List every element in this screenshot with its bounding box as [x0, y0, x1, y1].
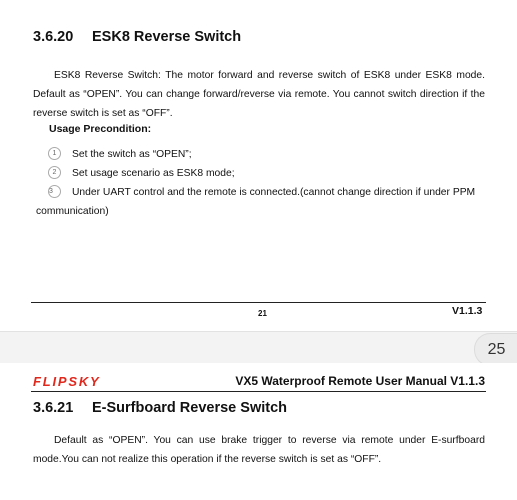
- section-paragraph: ESK8 Reverse Switch: The motor forward and reverse switch of ESK8 under ESK8 mode. Default as “OPEN”. You can change forward/reverse via remote. You cannot switch direction if the reverse switch is set as “OFF”.: [33, 70, 485, 119]
- section-heading: [33, 400, 287, 416]
- page-scroll-badge[interactable]: 25: [474, 333, 517, 366]
- list-item-text: Under UART control and the remote is connected.(cannot change direction if under PPM: [72, 187, 476, 198]
- section-number: 3.6.21: [33, 400, 74, 416]
- circled-number-marker: 2: [48, 166, 61, 179]
- section-heading: [33, 29, 241, 45]
- footer-version: V1.1.3: [452, 305, 483, 317]
- list-item: [33, 164, 485, 183]
- precondition-list: [33, 145, 485, 221]
- header-divider: [31, 391, 486, 392]
- section-title: E-Surfboard Reverse Switch: [92, 400, 287, 416]
- list-item-text: Set usage scenario as ESK8 mode;: [72, 168, 235, 179]
- flipsky-logo: FLIPSKY: [33, 374, 101, 389]
- section-number: 3.6.20: [33, 29, 74, 45]
- document-page-lower: [0, 363, 517, 500]
- section-paragraph: Default as “OPEN”. You can use brake trigger to reverse via remote under E-surfboard mode.You can not realize this operation if the reverse switch is set as “OFF”.: [33, 435, 485, 465]
- list-item: [33, 183, 485, 221]
- section-title: ESK8 Reverse Switch: [92, 29, 242, 45]
- circled-number-marker: 3: [48, 185, 61, 198]
- page-gap: [0, 331, 517, 364]
- footer-divider: [31, 302, 486, 303]
- list-item-text: Set the switch as “OPEN”;: [72, 149, 192, 160]
- usage-heading: Usage Precondition:: [49, 123, 152, 135]
- circled-number-marker: 1: [48, 147, 61, 160]
- footer-page-number: 21: [258, 309, 267, 318]
- list-item-continuation: communication): [36, 206, 109, 217]
- list-item: [33, 145, 485, 164]
- manual-title: VX5 Waterproof Remote User Manual V1.1.3: [235, 374, 485, 388]
